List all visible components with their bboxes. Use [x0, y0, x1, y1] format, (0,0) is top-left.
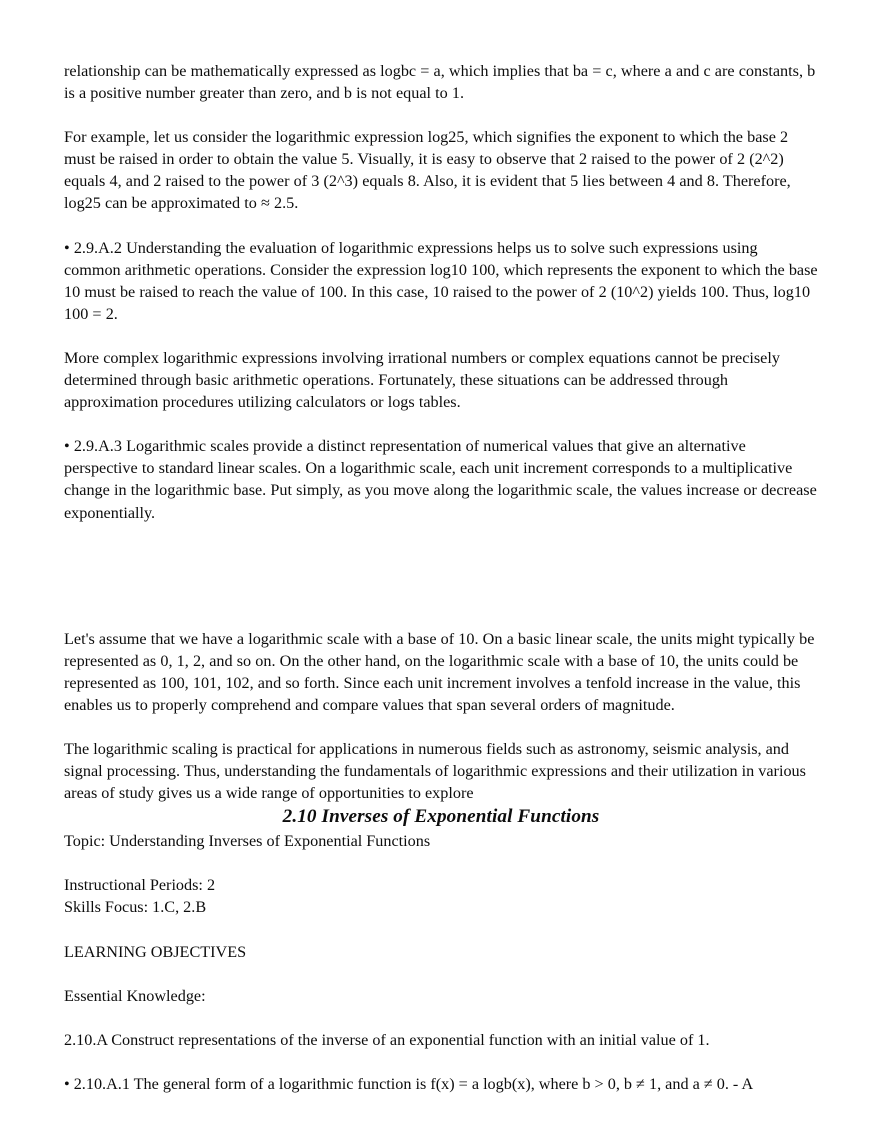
- paragraph-base10-scale: Let's assume that we have a logarithmic scale with a base of 10. On a basic linear scale, the units might typically be represented as 0, 1, 2, and so on. On the other hand, on the logarithmic scale with a base of 10, the units could be represented as 100, 101, 102, and so forth. Since each unit increment involves a tenfold increase in the value, this enables us to properly comprehend and compare values that span several orders of magnitude.: [64, 629, 815, 714]
- gap-after-essential-knowledge: [64, 1007, 818, 1029]
- skills-focus-line: Skills Focus: 1.C, 2.B: [64, 898, 207, 917]
- objective-2-10-a: 2.10.A Construct representations of the inverse of an exponential function with an initial value of 1.: [64, 1030, 710, 1049]
- gap-after-skills: [64, 919, 818, 941]
- learning-objectives-heading: LEARNING OBJECTIVES: [64, 942, 247, 961]
- paragraph-2-9-a-3: • 2.9.A.3 Logarithmic scales provide a distinct representation of numerical values that give an alternative perspective to standard linear scales. On a logarithmic scale, each unit increment corresponds to a multiplicative change in the logarithmic base. Put simply, as you move along the logarithmic scale, the values increase or decrease exponentially.: [64, 437, 817, 522]
- gap-after-learning-objectives: [64, 963, 818, 985]
- paragraph-log-relationship: relationship can be mathematically expressed as logbc = a, which implies that ba = c, where a and c are constants, b is a positive number greater than zero, and b is not equal to 1.: [64, 62, 816, 103]
- document-body: [64, 60, 818, 1095]
- topic-line: Topic: Understanding Inverses of Exponential Functions: [64, 832, 431, 851]
- paragraph-complex-expressions: More complex logarithmic expressions involving irrational numbers or complex equations cannot be precisely determined through basic arithmetic operations. Fortunately, these situations can be addressed through approximation procedures utilizing calculators or logs tables.: [64, 348, 780, 412]
- paragraph-log25-example: For example, let us consider the logarithmic expression log25, which signifies the exponent to which the base 2 must be raised in order to obtain the value 5. Visually, it is easy to observe that 2 raised to the power of 2 (2^2) equals 4, and 2 raised to the power of 3 (2^3) equals 8. Also, it is evident that 5 lies between 4 and 8. Therefore, log25 can be approximated to ≈ 2.5.: [64, 128, 791, 213]
- paragraph-applications: The logarithmic scaling is practical for applications in numerous fields such as astronomy, seismic analysis, and signal processing. Thus, understanding the fundamentals of logarithmic expressions and their utilization in various areas of study gives us a wide range of opportunities to explore: [64, 739, 806, 803]
- section-heading-2-10: 2.10 Inverses of Exponential Functions: [282, 806, 600, 828]
- paragraph-2-9-a-2: • 2.9.A.2 Understanding the evaluation of logarithmic expressions helps us to solve such expressions using common arithmetic operations. Consider the expression log10 100, which represents the exponent to which the base 10 must be raised to reach the value of 100. In this case, 10 raised to the power of 2 (10^2) yields 100. Thus, log10 100 = 2.: [64, 238, 818, 323]
- essential-knowledge-label: Essential Knowledge:: [64, 986, 206, 1005]
- blank-spacer: [64, 546, 818, 628]
- objective-2-10-a-1: • 2.10.A.1 The general form of a logarithmic function is f(x) = a logb(x), where b > 0, b ≠ 1, and a ≠ 0. - A: [64, 1074, 754, 1093]
- instructional-periods-line: Instructional Periods: 2: [64, 876, 216, 895]
- gap-after-objective-2-10-a: [64, 1051, 818, 1073]
- gap-after-topic: [64, 852, 818, 874]
